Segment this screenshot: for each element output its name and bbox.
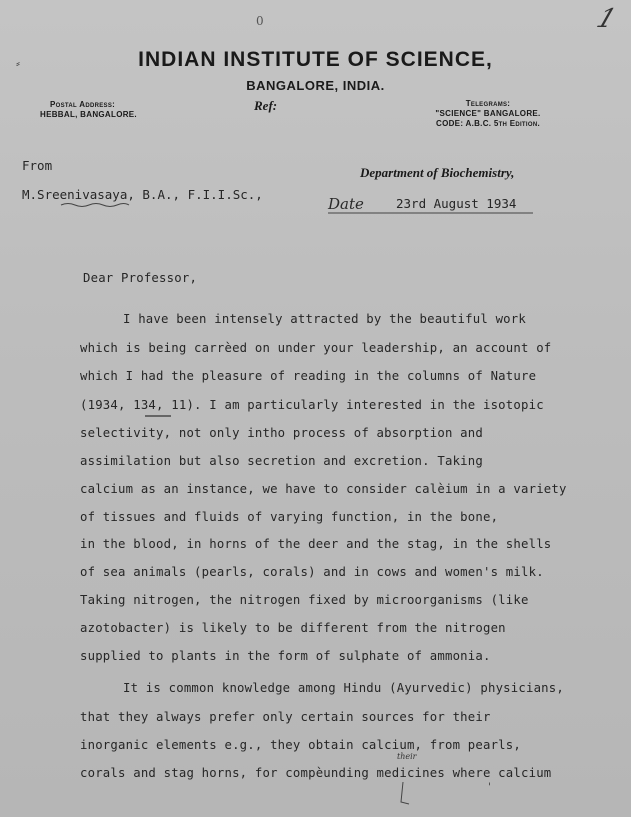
date-label: Date xyxy=(328,195,364,213)
institute-name: INDIAN INSTITUTE OF SCIENCE, xyxy=(138,48,493,71)
body-line: of tissues and fluids of varying function, in the bone, xyxy=(80,510,499,524)
telegraph-code: CODE: A.B.C. 5th Edition. xyxy=(436,119,540,128)
top-mark: 0 xyxy=(256,14,264,28)
body-line: azotobacter) is likely to be different from the nitrogen xyxy=(80,621,506,635)
stray-mark: ' xyxy=(488,782,491,793)
postal-value: HEBBAL, BANGALORE. xyxy=(40,110,137,119)
body-line: It is common knowledge among Hindu (Ayurvedic) physicians, xyxy=(123,681,564,695)
body-line: assimilation but also secretion and excretion. Taking xyxy=(80,454,483,468)
body-line: inorganic elements e.g., they obtain calcium, from pearls, xyxy=(80,738,521,752)
institute-city: BANGALORE, INDIA. xyxy=(246,78,385,93)
salutation: Dear Professor, xyxy=(83,271,198,285)
department-name: Department of Biochemistry, xyxy=(360,165,515,180)
body-line: Taking nitrogen, the nitrogen fixed by microorganisms (like xyxy=(80,593,529,607)
body-line: which is being carrèed on under your leadership, an account of xyxy=(80,341,552,355)
body-line: (1934, 134, 11). I am particularly interested in the isotopic xyxy=(80,398,544,412)
telegrams-block xyxy=(418,99,558,129)
insert-caret xyxy=(395,780,415,808)
page-number: 1 xyxy=(592,4,621,34)
body-line: that they always prefer only certain sources for their xyxy=(80,710,491,724)
body-line: which I had the pleasure of reading in the columns of Nature xyxy=(80,369,537,383)
body-line: selectivity, not only intho process of absorption and xyxy=(80,426,483,440)
handwritten-insert: their xyxy=(397,752,417,761)
body-line: calcium as an instance, we have to consider calèium in a variety xyxy=(80,482,567,496)
telegrams-value: "SCIENCE" BANGALORE. xyxy=(435,109,541,118)
body-line: corals and stag horns, for compèunding medicines where calcium xyxy=(80,766,552,780)
postal-label: Postal Address: xyxy=(50,100,116,109)
body-line: I have been intensely attracted by the beautiful work xyxy=(123,312,526,326)
letter-date: 23rd August 1934 xyxy=(396,196,517,211)
volume-underline xyxy=(145,414,175,419)
postal-address xyxy=(40,100,137,120)
body-line: of sea animals (pearls, corals) and in cows and women's milk. xyxy=(80,565,544,579)
ref-label: Ref: xyxy=(254,98,278,113)
body-line: supplied to plants in the form of sulphate of ammonia. xyxy=(80,649,491,663)
sender-underline xyxy=(60,201,130,209)
telegrams-label: Telegrams: xyxy=(465,99,511,108)
body-line: in the blood, in horns of the deer and the stag, in the shells xyxy=(80,537,552,551)
from-label: From xyxy=(22,158,53,173)
sender-name: M.Sreenivasaya, B.A., F.I.I.Sc., xyxy=(22,187,263,202)
margin-mark: ⸗ xyxy=(16,56,20,70)
